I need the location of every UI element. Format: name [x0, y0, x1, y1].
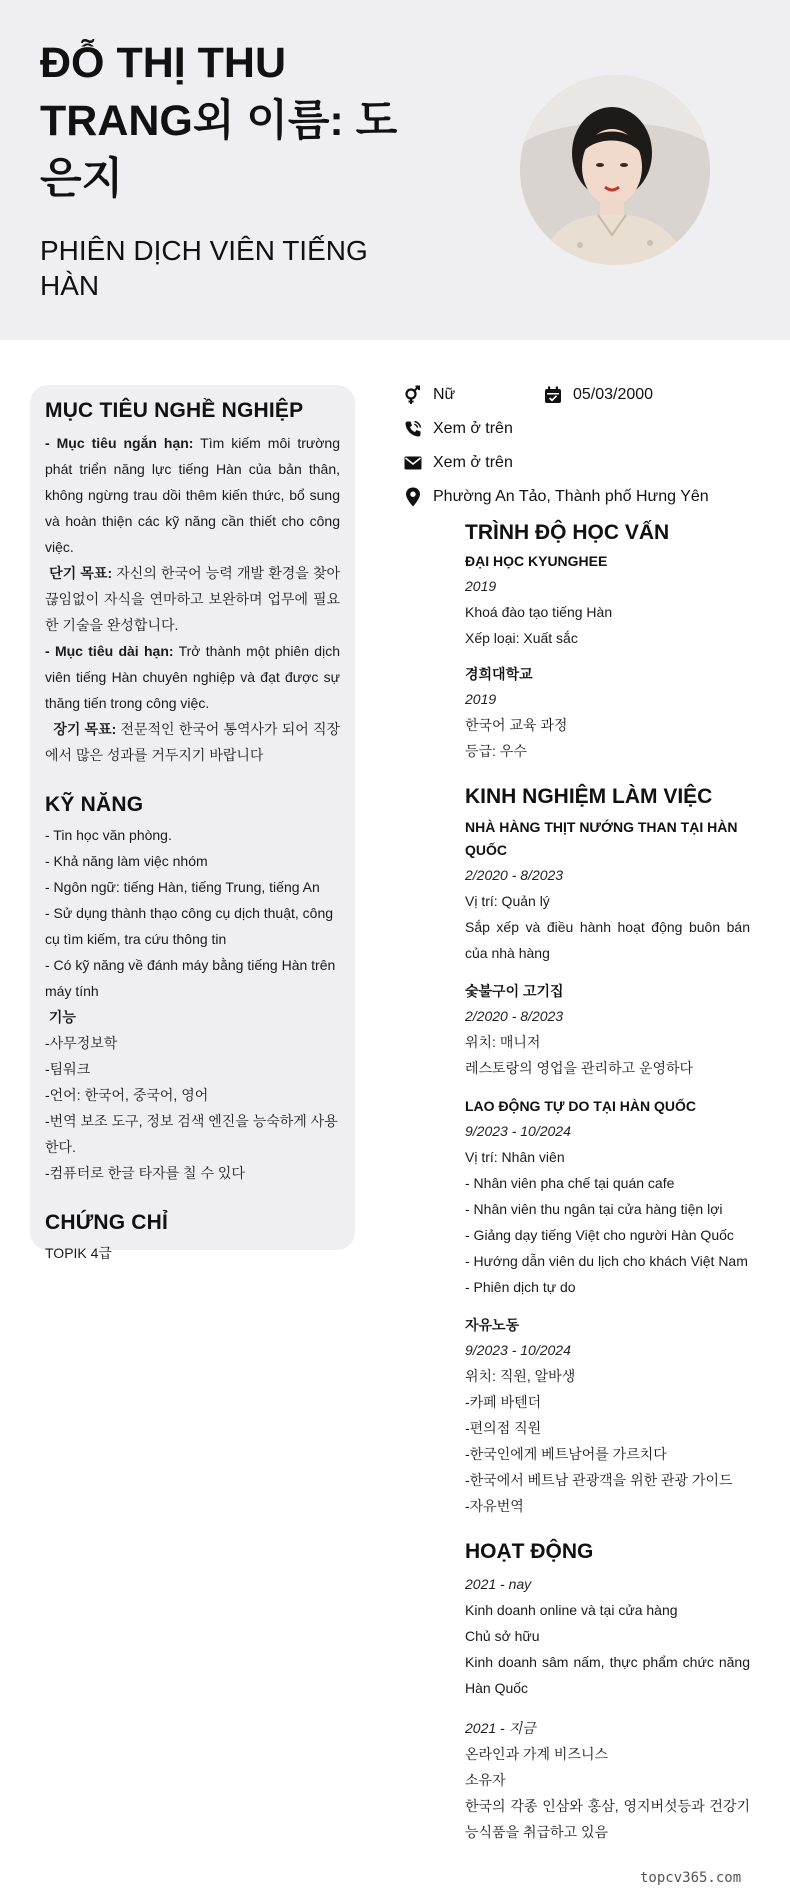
experience-line: - Hướng dẫn viên du lịch cho khách Việt Nam — [465, 1253, 748, 1269]
experience-line: - Nhân viên pha chế tại quán cafe — [465, 1175, 675, 1191]
education-entry — [465, 663, 750, 764]
certificate-item: TOPIK 4급 — [45, 1245, 112, 1261]
experience-line: -자유번역 — [465, 1498, 524, 1514]
phone-icon — [403, 419, 423, 439]
experience-line: -카페 바텐더 — [465, 1394, 542, 1410]
experience-line: 위치: 직원, 알바생 — [465, 1368, 576, 1384]
experience-line: -한국인에게 베트남어를 가르치다 — [465, 1446, 667, 1462]
gender-value: Nữ — [433, 386, 456, 403]
objective-long-ko-text: 전문적인 한국어 통역사가 되어 직장에서 많은 성과를 거두지기 바랍니다 — [45, 721, 340, 763]
objective-long-label: - Mục tiêu dài hạn: — [45, 643, 174, 659]
education-org: ĐẠI HỌC KYUNGHEE — [465, 553, 608, 569]
email-value: Xem ở trên — [433, 454, 513, 471]
skills-ko-label: 기능 — [45, 1009, 76, 1025]
activity-date: 2021 - nay — [465, 1576, 532, 1592]
experience-entry — [465, 1314, 750, 1519]
experience-org: NHÀ HÀNG THỊT NƯỚNG THAN TẠI HÀN QUỐC — [465, 819, 738, 858]
skill-item: - Khả năng làm việc nhóm — [45, 853, 208, 869]
skill-item: - Sử dụng thành thạo công cụ dịch thuật, công cụ tìm kiếm, tra cứu thông tin — [45, 905, 334, 947]
activity-line: Chủ sở hữu — [465, 1628, 540, 1644]
experience-date: 2/2020 - 8/2023 — [465, 1008, 564, 1024]
objective-long — [45, 638, 340, 716]
activities-title: HOẠT ĐỘNG — [465, 1540, 594, 1563]
experience-line: - Giảng dạy tiếng Việt cho người Hàn Quốc — [465, 1227, 734, 1243]
birthdate-row — [543, 382, 653, 408]
skills-title: KỸ NĂNG — [45, 793, 144, 816]
education-line: Xếp loại: Xuất sắc — [465, 630, 578, 646]
activity-line: 소유자 — [465, 1772, 506, 1788]
experience-line: Sắp xếp và điều hành hoạt động buôn bán của nhà hàng — [465, 919, 750, 961]
gender-row — [403, 382, 455, 408]
experience-line: Vị trí: Nhân viên — [465, 1149, 565, 1165]
envelope-icon — [403, 453, 423, 473]
education-title: TRÌNH ĐỘ HỌC VẤN — [465, 521, 670, 544]
location-pin-icon — [403, 487, 423, 507]
activity-entry — [465, 1715, 750, 1845]
watermark: topcv365.com — [640, 1870, 742, 1886]
objective-long-ko-label: 장기 목표: — [45, 721, 117, 737]
activity-line: 한국의 각종 인삼와 홍삼, 영지버섯등과 건강기능식품을 취급하고 있음 — [465, 1798, 750, 1840]
experience-line: - Nhân viên thu ngân tại cửa hàng tiện lợi — [465, 1201, 723, 1217]
skills-list — [45, 822, 340, 1186]
education-date: 2019 — [465, 578, 497, 594]
objective-short-text: Tìm kiếm môi trường phát triển năng lực tiếng Hàn của bản thân, không ngừng trau dồi thêm kiến thức, bổ sung và hoàn thiện các kỹ năng cần thiết cho công việc. — [45, 435, 340, 555]
skill-item: - Có kỹ năng về đánh máy bằng tiếng Hàn trên máy tính — [45, 957, 336, 999]
gender-icon — [403, 385, 423, 405]
experience-title: KINH NGHIỆM LÀM VIỆC — [465, 785, 713, 808]
experience-date: 2/2020 - 8/2023 — [465, 867, 564, 883]
objective-short-label: - Mục tiêu ngắn hạn: — [45, 435, 194, 451]
education-org: 경희대학교 — [465, 666, 533, 682]
address-row — [403, 484, 709, 510]
objective-title: MỤC TIÊU NGHỀ NGHIỆP — [45, 399, 304, 422]
birthdate-value: 05/03/2000 — [573, 386, 654, 403]
experience-entry — [465, 816, 750, 966]
objective-short-ko-label: 단기 목표: — [45, 565, 113, 581]
skill-item-ko: -팀워크 — [45, 1061, 91, 1077]
activity-line: Kinh doanh online và tại cửa hàng — [465, 1602, 678, 1618]
skill-item-ko: -컴퓨터로 한글 타자를 칠 수 있다 — [45, 1165, 245, 1181]
education-line: 한국어 교육 과정 — [465, 717, 568, 733]
experience-org: LAO ĐỘNG TỰ DO TẠI HÀN QUỐC — [465, 1098, 696, 1114]
phone-value: Xem ở trên — [433, 420, 513, 437]
education-line: Khoá đào tạo tiếng Hàn — [465, 604, 613, 620]
experience-date: 9/2023 - 10/2024 — [465, 1123, 571, 1139]
candidate-name: ĐỖ THỊ THU TRANG외 이름: 도은지 — [40, 39, 398, 203]
experience-line: -편의점 직원 — [465, 1420, 542, 1436]
experience-date: 9/2023 - 10/2024 — [465, 1342, 571, 1358]
activity-line: 온라인과 가계 비즈니스 — [465, 1746, 609, 1762]
objective-short-ko — [45, 560, 340, 638]
experience-line: Vị trí: Quản lý — [465, 893, 550, 909]
experience-entry — [465, 980, 750, 1081]
activity-line: Kinh doanh sâm nấm, thực phẩm chức năng Hàn Quốc — [465, 1654, 750, 1696]
objective-long-text: Trở thành một phiên dịch viên tiếng Hàn chuyên nghiệp và đạt được sự thăng tiến trong công việc. — [45, 643, 340, 711]
skill-item-ko: -사무정보학 — [45, 1035, 118, 1051]
skill-item-ko: -언어: 한국어, 중국어, 영어 — [45, 1087, 209, 1103]
certificates-title: CHỨNG CHỈ — [45, 1211, 169, 1234]
education-entry — [465, 550, 750, 651]
calendar-icon — [543, 385, 563, 405]
experience-line: - Phiên dịch tự do — [465, 1279, 576, 1295]
phone-row — [403, 416, 513, 442]
experience-org: 자유노동 — [465, 1317, 520, 1333]
objective-short — [45, 430, 340, 560]
address-value: Phường An Tảo, Thành phố Hưng Yên — [433, 488, 709, 505]
experience-line: 레스토랑의 영업을 관리하고 운영하다 — [465, 1060, 694, 1076]
activity-date: 2021 - 지금 — [465, 1720, 536, 1736]
education-line: 등급: 우수 — [465, 743, 527, 759]
experience-entry — [465, 1095, 750, 1300]
experience-line: 위치: 매니저 — [465, 1034, 541, 1050]
education-date: 2019 — [465, 691, 497, 707]
experience-org: 숯불구이 고기집 — [465, 983, 564, 999]
skill-item: - Ngôn ngữ: tiếng Hàn, tiếng Trung, tiếng An — [45, 879, 320, 895]
skill-item: - Tin học văn phòng. — [45, 827, 172, 843]
objective-long-ko — [45, 716, 340, 768]
activity-entry — [465, 1571, 750, 1701]
skill-item-ko: -번역 보조 도구, 정보 검색 엔진을 능숙하게 사용한다. — [45, 1113, 338, 1155]
right-panel — [465, 518, 750, 1845]
left-panel — [30, 385, 355, 1261]
email-row — [403, 450, 513, 476]
header-band — [0, 0, 790, 340]
job-title: PHIÊN DỊCH VIÊN TIẾNG HÀN — [40, 235, 368, 301]
experience-line: -한국에서 베트남 관광객을 위한 관광 가이드 — [465, 1472, 733, 1488]
objective-short-ko-text: 자신의 한국어 능력 개발 환경을 찾아 끊임없이 자식을 연마하고 보완하며 업무에 필요한 기술을 완성합니다. — [45, 565, 340, 633]
avatar — [520, 75, 710, 265]
